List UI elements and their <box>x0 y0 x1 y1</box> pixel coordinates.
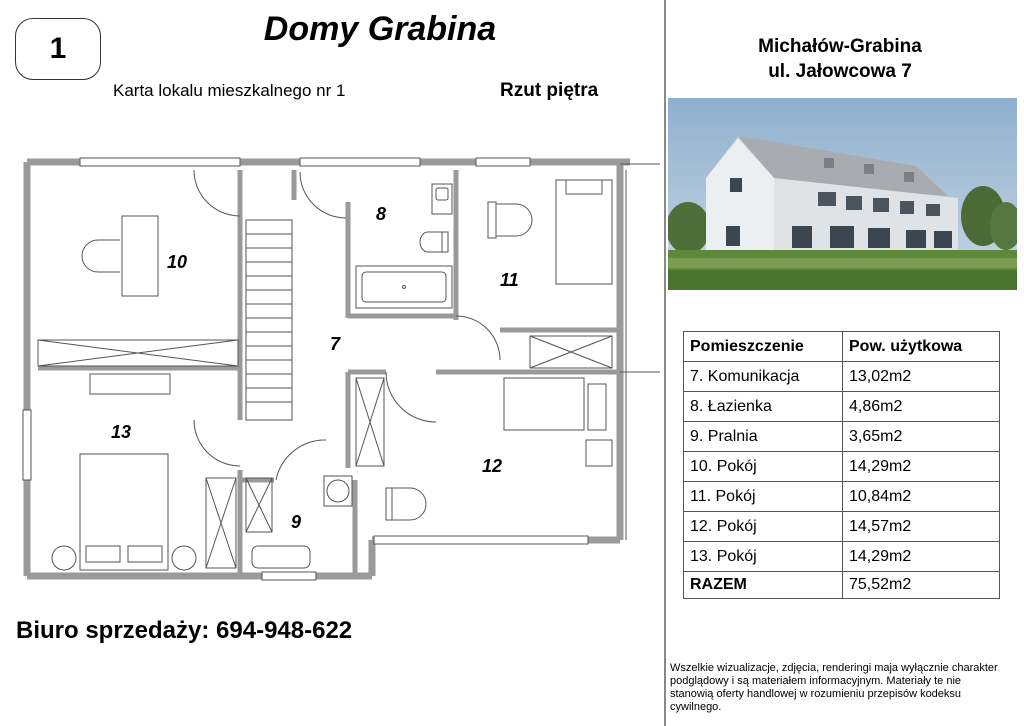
table-row <box>684 422 1000 452</box>
room-area: 13,02m2 <box>843 362 1000 392</box>
total-label: RAZEM <box>684 572 843 599</box>
room-area: 3,65m2 <box>843 422 1000 452</box>
table-header-row <box>684 332 1000 362</box>
area-table <box>683 331 1000 599</box>
room-name: 8. Łazienka <box>684 392 843 422</box>
room-name: 7. Komunikacja <box>684 362 843 392</box>
room-label-12: 12 <box>482 456 503 476</box>
building-rendering <box>668 98 1017 290</box>
room-label-10: 10 <box>167 252 188 272</box>
room-name: 12. Pokój <box>684 512 843 542</box>
location-street: ul. Jałowcowa 7 <box>768 61 912 82</box>
table-row <box>684 392 1000 422</box>
location-town: Michałów-Grabina <box>758 36 922 57</box>
room-label-11: 11 <box>500 270 519 290</box>
table-row <box>684 362 1000 392</box>
unit-card-label: Karta lokalu mieszkalnego nr 1 <box>113 81 346 100</box>
room-label-9: 9 <box>291 512 302 532</box>
room-name: 13. Pokój <box>684 542 843 572</box>
column-header-area: Pow. użytkowa <box>843 332 1000 362</box>
table-row <box>684 512 1000 542</box>
room-area: 10,84m2 <box>843 482 1000 512</box>
room-area: 14,29m2 <box>843 542 1000 572</box>
room-area: 14,29m2 <box>843 452 1000 482</box>
table-row <box>684 452 1000 482</box>
table-total-row <box>684 572 1000 599</box>
room-name: 11. Pokój <box>684 482 843 512</box>
floor-label: Rzut piętra <box>500 80 599 101</box>
room-name: 9. Pralnia <box>684 422 843 452</box>
vertical-divider <box>664 0 666 726</box>
column-header-room: Pomieszczenie <box>684 332 843 362</box>
room-name: 10. Pokój <box>684 452 843 482</box>
disclaimer-text: Wszelkie wizualizacje, zdjęcia, renderingi maja wyłącznie charakter podglądowy i są materiałem informacyjnym. Materiały te nie stanowią oferty handlowej w rozumieniu przepisów kodeksu cywilnego. <box>670 662 998 713</box>
total-area: 75,52m2 <box>843 572 1000 599</box>
unit-number-badge: 1 <box>15 18 101 80</box>
floor-plan <box>0 150 664 590</box>
room-label-8: 8 <box>376 204 387 224</box>
table-row <box>684 482 1000 512</box>
room-area: 4,86m2 <box>843 392 1000 422</box>
room-label-13: 13 <box>111 422 132 442</box>
table-row <box>684 542 1000 572</box>
room-area: 14,57m2 <box>843 512 1000 542</box>
sales-office-phone: Biuro sprzedaży: 694-948-622 <box>16 617 353 644</box>
project-title: Domy Grabina <box>263 10 497 48</box>
room-label-7: 7 <box>330 334 341 354</box>
